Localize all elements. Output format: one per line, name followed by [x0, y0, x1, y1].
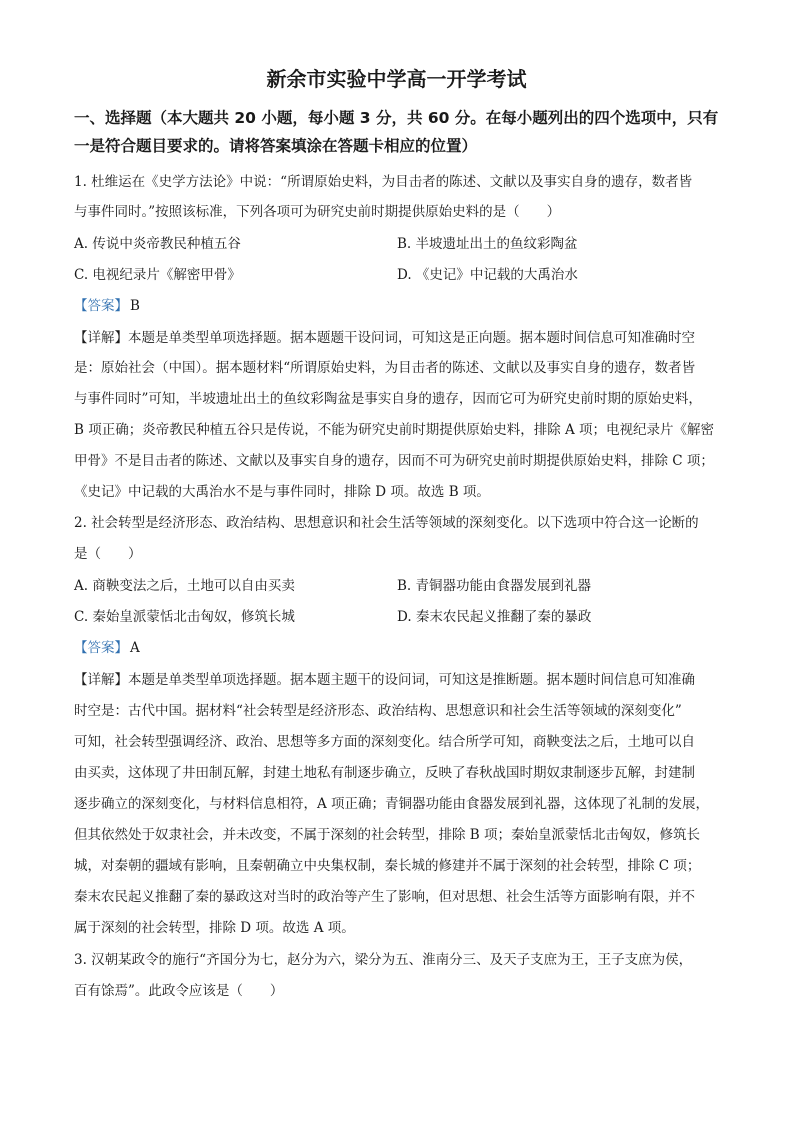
- answer-value: B: [130, 298, 140, 314]
- detail-label: 【详解】: [74, 330, 128, 346]
- q1-option-d: D. 《史记》中记载的大禹治水: [397, 267, 578, 283]
- q2-detail-line: 属于深刻的社会转型，排除 D 项。故选 A 项。: [74, 920, 355, 936]
- detail-text: 本题是单类型单项选择题。据本题主题干的设问词，可知这是推断题。据本题时间信息可知准确: [128, 672, 695, 688]
- question-1-stem: 1. 杜维运在《史学方法论》中说：“所谓原始史料，为目击者的陈述、文献以及事实自身的遗存，数者皆: [74, 174, 693, 190]
- q2-option-d: D. 秦末农民起义推翻了秦的暴政: [397, 609, 592, 625]
- q2-detail-line: 秦末农民起义推翻了秦的暴政这对当时的政治等产生了影响，但对思想、社会生活等方面影响有限，并不: [74, 889, 695, 905]
- q1-answer: [74, 296, 140, 316]
- answer-value: A: [130, 640, 140, 656]
- q1-detail-line: 是：原始社会（中国）。据本题材料“所谓原始史料，为目击者的陈述、文献以及事实自身的遗存，数者皆: [74, 360, 696, 376]
- q2-detail-line: 时空是：古代中国。据材料“社会转型是经济形态、政治结构、思想意识和社会生活等领域的深刻变化”: [74, 703, 682, 719]
- question-2-stem: 是（ ）: [74, 546, 142, 562]
- question-1-stem: 与事件同时。”按照该标准，下列各项可为研究史前时期提供原始史料的是（ ）: [74, 204, 561, 220]
- section-header-line: 一是符合题目要求的。请将答案填涂在答题卡相应的位置）: [74, 137, 478, 155]
- q1-detail-line: 《史记》中记载的大禹治水不是与事件同时，排除 D 项。故选 B 项。: [74, 484, 490, 500]
- q2-detail-line: 可知，社会转型强调经济、政治、思想等多方面的深刻变化。结合所学可知，商鞅变法之后，土地可以自: [74, 734, 695, 750]
- section-header-line: 一、选择题（本大题共 20 小题，每小题 3 分，共 60 分。在每小题列出的四个选项中，只有: [74, 109, 719, 127]
- q1-detail-line: 甲骨》不是目击者的陈述、文献以及事实自身的遗存，因而不可为研究史前时期提供原始史料，排除 C 项；: [74, 453, 714, 469]
- q1-option-a: A. 传说中炎帝教民种植五谷: [74, 236, 241, 252]
- q1-option-c: C. 电视纪录片《解密甲骨》: [74, 267, 241, 283]
- question-3-stem: 百有馀焉”。此政令应该是（ ）: [74, 983, 284, 999]
- section-header: [74, 104, 724, 160]
- q2-detail-line: 逐步确立的深刻变化，与材料信息相符，A 项正确；青铜器功能由食器发展到礼器，这体现了礼制的发展，: [74, 796, 710, 812]
- detail-label: 【详解】: [74, 672, 128, 688]
- question-2-stem: 2. 社会转型是经济形态、政治结构、思想意识和社会生活等领域的深刻变化。以下选项中符合这一论断的: [74, 515, 699, 531]
- q2-option-c: C. 秦始皇派蒙恬北击匈奴，修筑长城: [74, 609, 295, 625]
- exam-title: 新余市实验中学高一开学考试: [266, 67, 527, 91]
- q1-detail-line: [74, 328, 695, 348]
- q2-detail-line: 城，对秦朝的疆域有影响，且秦朝确立中央集权制，秦长城的修建并不属于深刻的社会转型，排除 C 项；: [74, 858, 701, 874]
- q2-detail-line: 由买卖，这体现了井田制瓦解，封建土地私有制逐步确立，反映了春秋战国时期奴隶制逐步瓦解，封建制: [74, 765, 695, 781]
- question-3-stem: 3. 汉朝某政令的施行“齐国分为七，赵分为六，梁分为五、淮南分三、及天子支庶为王，王子支庶为侯，: [74, 952, 693, 968]
- answer-label: 【答案】: [74, 298, 128, 314]
- q2-option-b: B. 青铜器功能由食器发展到礼器: [397, 578, 592, 594]
- q2-detail-line: 但其依然处于奴隶社会，并未改变，不属于深刻的社会转型，排除 B 项；秦始皇派蒙恬北击匈奴，修筑长: [74, 827, 701, 843]
- q1-detail-line: 与事件同时”可知，半坡遗址出土的鱼纹彩陶盆是事实自身的遗存，因而它可为研究史前时期的原始史料，: [74, 391, 702, 407]
- answer-label: 【答案】: [74, 640, 128, 656]
- q2-option-a: A. 商鞅变法之后，土地可以自由买卖: [74, 578, 295, 594]
- q2-detail-line: [74, 670, 695, 690]
- q1-option-b: B. 半坡遗址出土的鱼纹彩陶盆: [397, 236, 578, 252]
- q2-answer: [74, 638, 140, 658]
- detail-text: 本题是单类型单项选择题。据本题题干设问词，可知这是正向题。据本题时间信息可知准确时空: [128, 330, 695, 346]
- q1-detail-line: B 项正确；炎帝教民种植五谷只是传说，不能为研究史前时期提供原始史料，排除 A 项；电视纪录片《解密: [74, 422, 715, 438]
